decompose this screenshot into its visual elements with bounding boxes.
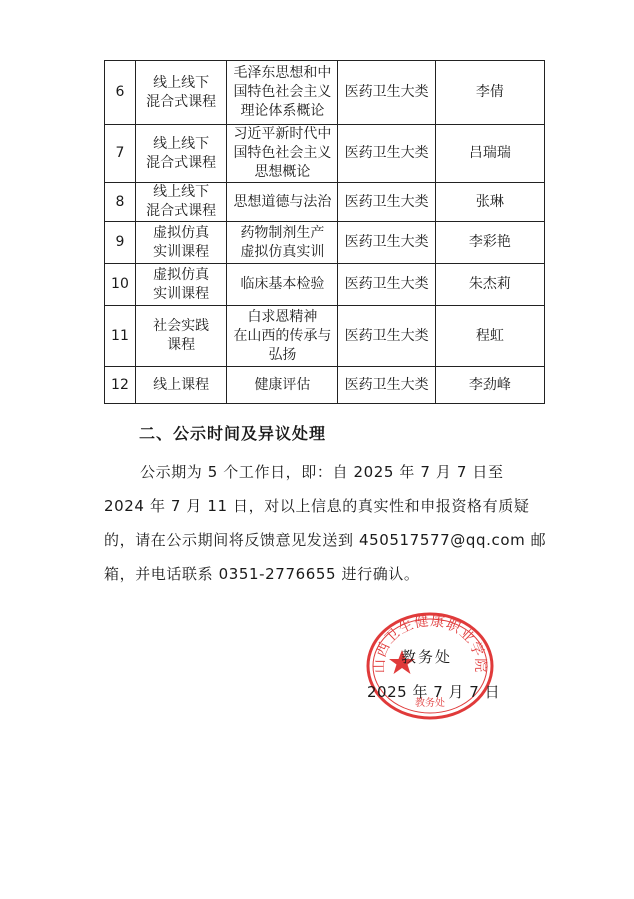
- category-cell: 医药卫生大类: [338, 306, 435, 367]
- person-cell: 程虹: [435, 306, 544, 367]
- row-number: 9: [105, 222, 136, 264]
- course-type-cell: 线上线下 混合式课程: [135, 183, 227, 222]
- person-cell: 李彩艳: [435, 222, 544, 264]
- row-number: 11: [105, 306, 136, 367]
- issuing-office: 教务处: [401, 648, 453, 666]
- category-cell: 医药卫生大类: [338, 367, 435, 404]
- row-number: 6: [105, 61, 136, 125]
- table-row: [105, 61, 545, 125]
- svg-text:教务处: 教务处: [415, 698, 445, 709]
- row-number: 8: [105, 183, 136, 222]
- course-type-cell: 线上线下 混合式课程: [135, 125, 227, 183]
- notice-paragraph: 公示期为 5 个工作日，即：自 2025 年 7 月 7 日至 2024 年 7 月 11 日，对以上信息的真实性和申报资格有质疑的，请在公示期间将反馈意见发送到 450517577@qq.com 邮箱，并电话联系 0351-2776655 进行确认。: [104, 463, 547, 583]
- table-row: [105, 183, 545, 222]
- table-row: [105, 222, 545, 264]
- table-row: [105, 367, 545, 404]
- category-cell: 医药卫生大类: [338, 264, 435, 306]
- row-number: 10: [105, 264, 136, 306]
- svg-text:山西卫生健康职业学院: 山西卫生健康职业学院: [371, 613, 489, 674]
- course-name-cell: 思想道德与法治: [227, 183, 338, 222]
- row-number: 12: [105, 367, 136, 404]
- category-cell: 医药卫生大类: [338, 222, 435, 264]
- person-cell: 张琳: [435, 183, 544, 222]
- table-row: [105, 125, 545, 183]
- course-type-cell: 社会实践 课程: [135, 306, 227, 367]
- course-type-cell: 虚拟仿真 实训课程: [135, 222, 227, 264]
- person-cell: 李倩: [435, 61, 544, 125]
- category-cell: 医药卫生大类: [338, 183, 435, 222]
- row-number: 7: [105, 125, 136, 183]
- person-cell: 吕瑞瑞: [435, 125, 544, 183]
- table-row: [105, 264, 545, 306]
- course-name-cell: 药物制剂生产 虚拟仿真实训: [227, 222, 338, 264]
- section-heading: 二、公示时间及异议处理: [139, 424, 327, 443]
- course-type-cell: 线上课程: [135, 367, 227, 404]
- course-type-cell: 虚拟仿真 实训课程: [135, 264, 227, 306]
- course-name-cell: 健康评估: [227, 367, 338, 404]
- course-name-cell: 白求恩精神 在山西的传承与 弘扬: [227, 306, 338, 367]
- course-name-cell: 临床基本检验: [227, 264, 338, 306]
- course-table-body: [105, 61, 545, 404]
- course-name-cell: 毛泽东思想和中 国特色社会主义 理论体系概论: [227, 61, 338, 125]
- person-cell: 李劲峰: [435, 367, 544, 404]
- issue-date: 2025 年 7 月 7 日: [367, 683, 501, 701]
- category-cell: 医药卫生大类: [338, 125, 435, 183]
- course-table: [104, 60, 545, 404]
- table-row: [105, 306, 545, 367]
- person-cell: 朱杰莉: [435, 264, 544, 306]
- category-cell: 医药卫生大类: [338, 61, 435, 125]
- course-type-cell: 线上线下 混合式课程: [135, 61, 227, 125]
- course-name-cell: 习近平新时代中 国特色社会主义 思想概论: [227, 125, 338, 183]
